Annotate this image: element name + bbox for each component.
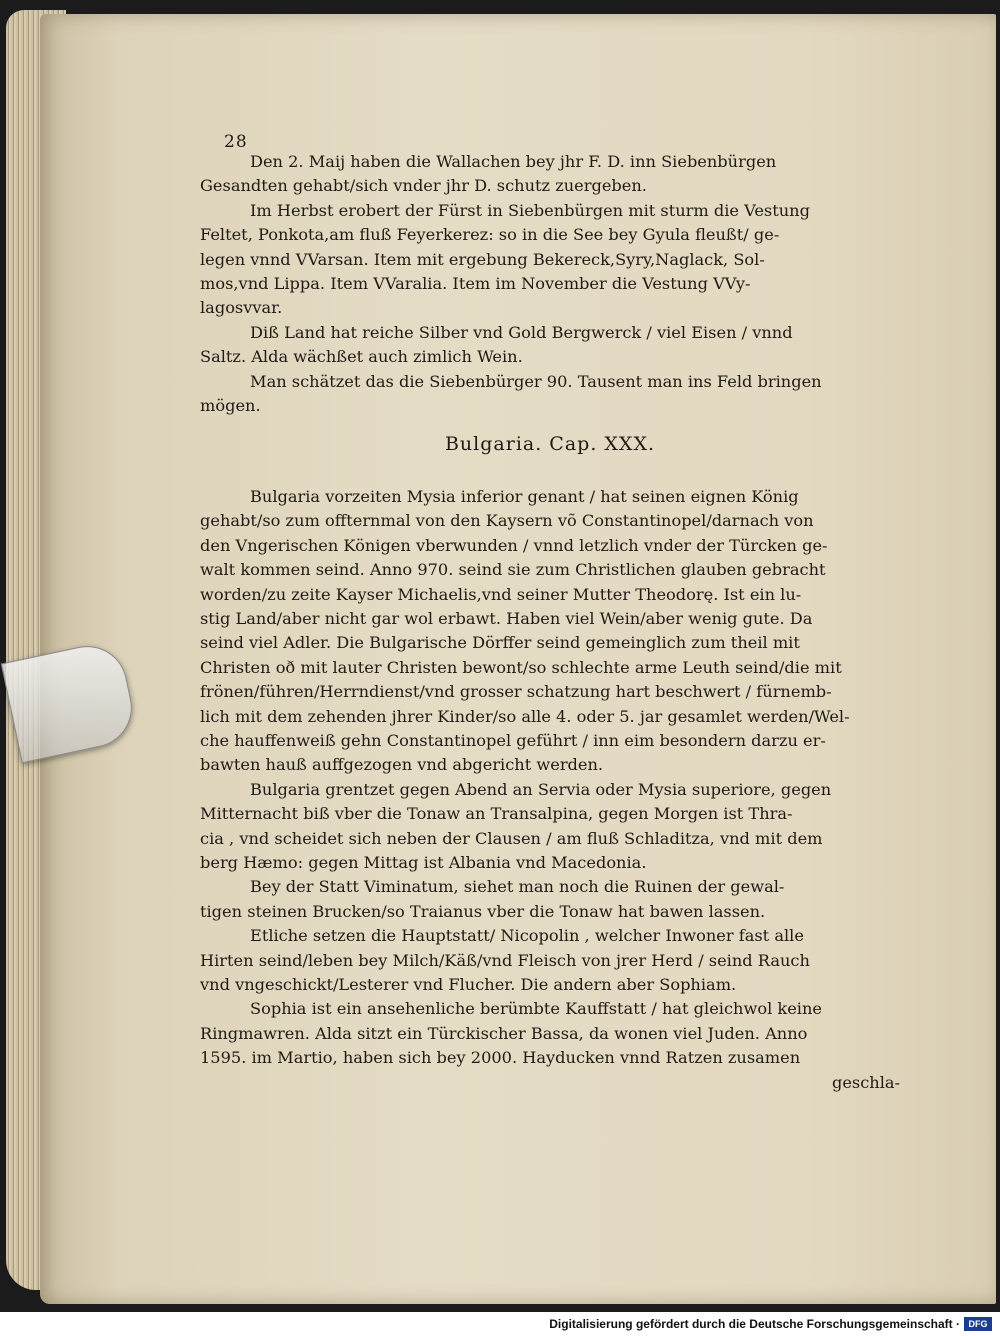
text-line: bawten hauß auffgezogen vnd abgericht werden.	[200, 755, 604, 775]
text-line: Man schätzet das die Siebenbürger 90. Tausent man ins Feld bringen	[250, 371, 822, 391]
text-line: Christen oð mit lauter Christen bewont/so schlechte arme Leuth seind/die mit	[200, 657, 842, 677]
catchword: geschla-	[831, 1072, 900, 1092]
text-line: Gesandten gehabt/sich vnder jhr D. schutz zuergeben.	[200, 176, 647, 196]
text-line: Mitternacht biß vber die Tonaw an Transalpina, gegen Morgen ist Thra-	[200, 804, 793, 824]
chapter-heading: Bulgaria. Cap. XXX.	[444, 433, 656, 456]
text-line: Etliche setzen die Hauptstatt/ Nicopolin , welcher Inwoner fast alle	[250, 926, 804, 946]
text-line: Bulgaria grentzet gegen Abend an Servia oder Mysia superiore, gegen	[250, 779, 832, 799]
text-line: che hauffenweiß gehn Constantinopel geführt / inn eim besondern darzu er-	[200, 730, 826, 750]
text-line: cia , vnd scheidet sich neben der Clausen / am fluß Schladitza, vnd mit dem	[200, 828, 823, 848]
text-line: Im Herbst erobert der Fürst in Siebenbürgen mit sturm die Vestung	[250, 200, 810, 220]
text-line: Hirten seind/leben bey Milch/Käß/vnd Fleisch von jrer Herd / seind Rauch	[200, 950, 810, 970]
paragraph	[200, 479, 900, 778]
text-line: Ringmawren. Alda sitzt ein Türckischer Bassa, da wonen viel Juden. Anno	[200, 1023, 808, 1043]
text-line: vnd vngeschickt/Lesterer vnd Flucher. Die andern aber Sophiam.	[200, 975, 737, 994]
paragraph	[200, 150, 900, 199]
text-line: seind viel Adler. Die Bulgarische Dörffer seind gemeinglich zum theil mit	[200, 633, 800, 653]
text-line: stig Land/aber nicht gar wol erbawt. Haben viel Wein/aber wenig gute. Da	[200, 608, 813, 628]
text-line: Saltz. Alda wächßet auch zimlich Wein.	[200, 347, 523, 367]
text-line: mögen.	[200, 396, 261, 416]
paragraph	[200, 997, 900, 1070]
paragraph	[200, 321, 900, 370]
text-block-siebenbuergen	[200, 150, 900, 418]
paragraph	[200, 875, 900, 924]
text-line: mos,vnd Lippa. Item VVaralia. Item im November die Vestung VVy-	[200, 274, 751, 294]
paragraph	[200, 924, 900, 997]
text-line: worden/zu zeite Kayser Michaelis,vnd seiner Mutter Theodorę. Ist ein lu-	[200, 584, 802, 604]
text-line: Diß Land hat reiche Silber vnd Gold Bergwerck / viel Eisen / vnnd	[250, 322, 793, 342]
text-line: Den 2. Maij haben die Wallachen bey jhr F. D. inn Siebenbürgen	[250, 152, 777, 171]
footer-bar	[0, 1312, 1000, 1336]
paragraph	[200, 778, 900, 876]
text-line: lich mit dem zehenden jhrer Kinder/so alle 4. oder 5. jar gesamlet werden/Wel-	[200, 706, 850, 726]
text-line: gehabt/so zum offternmal von den Kaysern võ Constantinopel/darnach von	[200, 511, 814, 531]
paragraph	[200, 370, 900, 419]
dfg-logo: DFG	[964, 1317, 992, 1331]
text-line: Sophia ist ein ansehenliche berümbte Kauffstatt / hat gleichwol keine	[250, 999, 822, 1019]
text-line: den Vngerischen Königen vberwunden / vnnd letzlich vnder der Türcken ge-	[200, 535, 828, 555]
text-line: berg Hæmo: gegen Mittag ist Albania vnd Macedonia.	[200, 852, 647, 872]
text-line: Bey der Statt Viminatum, siehet man noch die Ruinen der gewal-	[250, 877, 785, 897]
text-line: walt kommen seind. Anno 970. seind sie zum Christlichen glauben gebracht	[200, 560, 826, 580]
text-line: Bulgaria vorzeiten Mysia inferior genant / hat seinen eignen König	[250, 486, 799, 506]
text-line: lagosvvar.	[200, 298, 283, 318]
paragraph	[200, 199, 900, 321]
text-line: tigen steinen Brucken/so Traianus vber die Tonaw hat bawen lassen.	[200, 901, 766, 921]
page-text	[200, 130, 900, 1095]
text-line: Feltet, Ponkota,am fluß Feyerkerez: so in die See bey Gyula fleußt/ ge-	[200, 225, 780, 245]
text-line: legen vnnd VVarsan. Item mit ergebung Bekereck,Syry,Naglack, Sol-	[200, 249, 765, 269]
text-line: 1595. im Martio, haben sich bey 2000. Hayducken vnnd Ratzen zusamen	[200, 1048, 801, 1068]
text-block-bulgaria	[200, 479, 900, 1071]
text-line: frönen/führen/Herrndienst/vnd grosser schatzung hart beschwert / fürnemb-	[200, 682, 832, 702]
page-number: 28	[224, 132, 248, 152]
funding-notice: Digitalisierung gefördert durch die Deutsche Forschungsgemeinschaft ·	[549, 1317, 960, 1331]
